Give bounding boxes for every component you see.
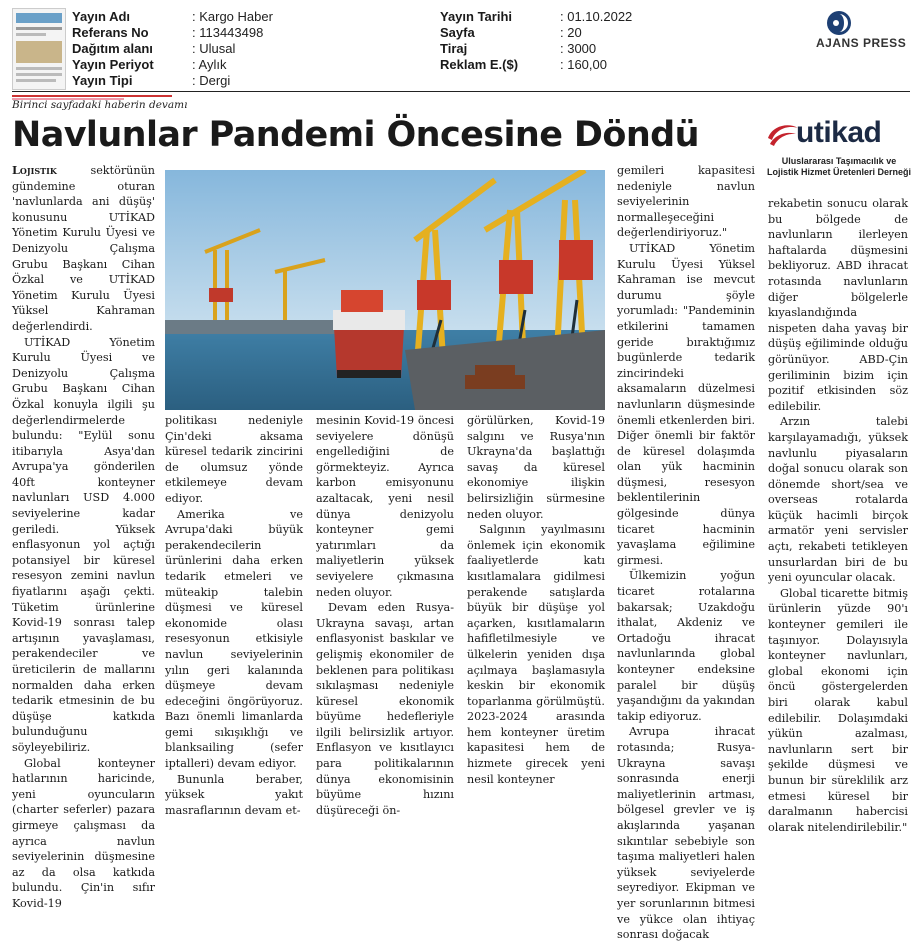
port-cranes-photo: [165, 170, 605, 410]
meta-label: Tiraj: [440, 41, 468, 56]
article-paragraph: Bununla beraber, yüksek yakıt masraflarının devam et-: [165, 772, 303, 817]
meta-label: Yayın Tarihi: [440, 9, 513, 24]
article-column-3: [316, 413, 454, 818]
article-paragraph: rekabetin sonucu olarak bu bölgede de navlunların ilerleyen haftalarda düşmesini bekliyoruz. ABD ihracat rotasında navlunların diğer bölgelerle kıyaslandığında nispeten daha yavaş bir düşüş eğiliminde olduğu görünüyor. ABD-Çin geriliminin bizim için pozitif etkisinden söz edilebilir.: [768, 197, 908, 413]
ajans-press-logo-icon: [826, 10, 852, 36]
agency-name: AJANS PRESS: [816, 36, 907, 50]
article-column-6: [768, 196, 908, 835]
meta-row: [440, 25, 632, 41]
article-paragraph: Arzın talebi karşılayamadığı, yüksek navlunlu piyasaların doğal sonucu olarak son dönemde short/sea ve overseas rotalarda küçük hacimli birçok armatör yeni servisler açtı, rekabeti tetikleyen unsurlardan biri de bu yeni oyuncular olacak.: [768, 415, 908, 585]
utikad-swoosh-icon: [766, 120, 800, 150]
article-paragraph: UTİKAD Yönetim Kurulu Üyesi Yüksel Kahraman ise mevcut durumu şöyle yorumladı: "Pandeminin etkilerini tamamen geride bıraktığımız bugünlerde tedarik zincirindeki aksamaların düzelmesi navlunların düşmesinde önemli etkenlerden biri. Diğer önemli bir faktör de küresel dolaşımda olan yük hacminin düşmesi, resesyon beklentilerinin gölgesinde dünya ticaret hacminin yavaşlama eğilimine girmesi.: [617, 241, 755, 567]
article-paragraph: Ülkemizin yoğun ticaret rotalarına bakarsak; Uzakdoğu ithalat, Akdeniz ve Ortadoğu ihracat navlunlarında global konteyner endeksine paralel bir düşüş yaşandığını da yakından takip ediyoruz.: [617, 569, 755, 723]
publication-meta-left: [72, 9, 273, 89]
meta-value: : 113443498: [192, 25, 264, 40]
press-clipping-header: [0, 0, 920, 92]
article-column-5: [617, 163, 755, 943]
article-column-2: [165, 413, 303, 818]
publication-meta-right: [440, 9, 632, 73]
article-paragraph: gemileri kapasitesi nedeniyle navlun seviyelerinin normalleşeceğini değerlendiriyoruz.": [617, 164, 755, 240]
header-divider: [12, 91, 910, 92]
article-column-1: [12, 163, 155, 912]
meta-label: Yayın Adı: [72, 9, 131, 24]
article-paragraph: UTİKAD Yönetim Kurulu Üyesi ve Denizyolu Çalışma Grubu Başkanı Cihan Özkal konuyla ilgili şu değerlendirmelerde bulundu: "Eylül sonu itibarıyla Asya'dan Avrupa'ya gönderilen 40ft konteyner navlunları USD 4.000 seviyelerine kadar geriledi. Yüksek enflasyonun yol açtığı potansiyel bir küresel resesyon zemini navlun fiyatlarını aşağı çekti. Tüketim ürünlerine Kovid-19 sonrası talep artışının yavaşlaması, perakendeciler ve üreticilerin de mallarını normalden daha erken tedarik etmesinin de bu düşüşe katkıda bulunduğunu söyleyebiliriz.: [12, 335, 155, 754]
meta-label: Yayın Periyot: [72, 57, 154, 72]
meta-value: : Dergi: [192, 73, 231, 88]
meta-label: Sayfa: [440, 25, 475, 40]
page-thumbnail[interactable]: [12, 8, 66, 90]
article-text: sektörünün gündemine oturan 'navlunlarda ani düşüş' konusunu UTİKAD Yönetim Kurulu Üyesi ve Denizyolu Çalışma Grubu Başkanı Cihan Özkal ve UTİKAD Yönetim Kurulu Üyesi Yüksel Kahraman değerlendirdi.: [12, 164, 155, 333]
continuation-caption: Birinci sayfadaki haberin devamı: [12, 99, 188, 111]
article-paragraph: Global konteyner hatlarının haricinde, yeni oyuncuların (charter seferler) pazara girmeye çalışması da ayrıca navlun seviyelerinin düşmesine az da olsa katkıda bulundu. Çin'in sıfır Kovid-19: [12, 756, 155, 910]
article-paragraph: görülürken, Kovid-19 salgını ve Rusya'nın Ukrayna'da başlattığı savaş da küresel ekonomiye ilişkin belirsizliğin sürmesine neden oluyor.: [467, 414, 605, 521]
meta-row: [440, 9, 632, 25]
meta-label: Reklam E.($): [440, 57, 519, 72]
article-paragraph: Global ticarette bitmiş ürünlerin yüzde 90'ı konteyner gemileri ile taşınıyor. Dolayısıyla konteyner navlunları, global ekonomi için öncü göstergelerden biri olarak kabul edilebilir. Dolaşımdaki yükün azalması, navlunların sert bir şekilde düşmesi ve bunun bir süreklilik arz etmesi küresel bir daralmanın habercisi olarak nitelendirilebilir.": [768, 586, 908, 834]
article-paragraph: mesinin Kovid-19 öncesi seviyelere dönüşü engellediğini de görmekteyiz. Ayrıca karbon emisyonunu azaltacak, yeni nesil dünya denizyolu konteyner gemi yatırımları da maliyetlerin yüksek seviyelere çıkmasına neden oluyor.: [316, 414, 454, 599]
article-column-4: [467, 413, 605, 787]
article-lead-word: Lojistik: [12, 163, 57, 177]
meta-value: : 160,00: [560, 57, 607, 72]
article-paragraph: Devam eden Rusya-Ukrayna savaşı, artan enflasyonist baskılar ve gelişmiş ekonomiler de beklenen para politikası sıkılaşması nedeniyle küresel ekonomik büyüme hedefleriyle ilgili belirsizlik artıyor. Enflasyon ve kısıtlayıcı para politikalarının dünya ekonomisinin büyüme hızını düşüreceği ön-: [316, 601, 454, 817]
meta-label: Dağıtım alanı: [72, 41, 153, 56]
meta-value: : 01.10.2022: [560, 9, 633, 24]
meta-row: [72, 25, 273, 41]
brand-description: Uluslararası Taşımacılık ve Lojistik Hizmet Üretenleri Derneği: [766, 156, 912, 177]
meta-label: Referans No: [72, 25, 149, 40]
meta-value: : Ulusal: [192, 41, 236, 56]
article-paragraph: [12, 163, 155, 335]
utikad-logo: [766, 116, 912, 196]
meta-row: [72, 41, 273, 57]
meta-row: [440, 41, 632, 57]
meta-value: : Aylık: [192, 57, 227, 72]
brand-name: utikad: [796, 116, 882, 149]
meta-value: : 3000: [560, 41, 597, 56]
meta-label: Yayın Tipi: [72, 73, 133, 88]
page-title: Navlunlar Pandemi Öncesine Döndü: [12, 115, 699, 155]
meta-row: [72, 9, 273, 25]
meta-row: [72, 57, 273, 73]
article-paragraph: politikası nedeniyle Çin'deki aksama küresel tedarik zincirini de olumsuz yönde etkilemeye devam ediyor.: [165, 414, 303, 505]
meta-value: : 20: [560, 25, 582, 40]
port-photo-illustration: [165, 170, 605, 410]
meta-value: : Kargo Haber: [192, 9, 273, 24]
article-paragraph: Salgının yayılmasını önlemek için ekonomik faaliyetlerde katı kısıtlamalara gidilmesi perakende satışlarda büyük bir düşüşe yol açarken, kısıtlamaların hafifletilmesiyle ve ülkelerin yeniden dışa açılmaya başlamasıyla keskin bir ekonomik toparlanma görülmüştü. 2023-2024 arasında hem konteyner üretim kapasitesi hem de hizmete girecek yeni nesil konteyner: [467, 523, 605, 786]
meta-row: [440, 57, 632, 73]
meta-row: [72, 73, 273, 89]
article-paragraph: Amerika ve Avrupa'daki büyük perakendecilerin ürünlerini daha erken tedarik etmeleri ve müteakip talebin düşmesi ve küresel ekonomide olası resesyonun etkisiyle navlun seviyelerinin yılın geri kalanında düşmeye devam edeceğini öngörüyoruz. Bazı önemli limanlarda gemi sıkışıklığı ve blanksailing (sefer iptalleri) devam ediyor.: [165, 507, 303, 771]
article-paragraph: Avrupa ihracat rotasında; Rusya-Ukrayna savaşı sonrasında enerji maliyetlerinin artması, bölgesel grevler ve iş akışlarında yaşanan sıkıntılar sebebiyle son taşıma maliyetleri halen yüksek seviyelerde seyrediyor. Ekipman ve yer sorunlarının bitmesi ve yükce olan ihtiyaç sonrası doğacak: [617, 725, 755, 942]
